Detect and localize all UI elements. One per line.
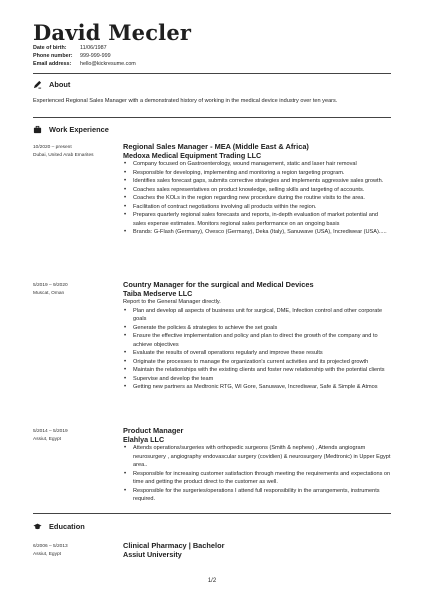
list-item: • Coaches sales representatives on product knowledge, selling skills and targeting of accounts. — [133, 186, 391, 195]
list-item: • Getting new partners as Medtronic RTG, WI Gore, Sanuwave, Incrediwear, Safe & Simple & Atmos — [133, 383, 391, 392]
list-item: • Maintain the relationships with the existing clients and foster new relationship with the potential clients — [133, 366, 391, 375]
job-1-location: Dubai, United Arab Emarites — [33, 153, 94, 158]
list-item: • Plan and develop all aspects of business unit for surgical, DME, Infection control and other corporate goals — [133, 307, 391, 324]
job-1-company: Medoxa Medical Equipment Trading LLC — [123, 150, 262, 160]
list-item: • Evaluate the results of overall operations regularly and improve these results — [133, 349, 391, 358]
education-heading: Education — [49, 522, 85, 531]
list-item: • Facilitation of contract negotiations involving all products within the region. — [133, 203, 391, 212]
birth-date-label: Date of birth: — [33, 45, 67, 51]
job-2-title: Country Manager for the surgical and Medical Devices — [123, 280, 314, 289]
phone-value: 999-999-999 — [80, 53, 111, 59]
job-2-location: Muscat, Oman — [33, 291, 65, 296]
email-row — [33, 61, 136, 67]
education-1-meta — [33, 543, 68, 559]
job-2-company: Taiba Medserve LLC — [123, 288, 193, 298]
list-item: • Prepares quarterly regional sales forecasts and reports, in-depth evaluation of market potential and sales expense estimates. Monitors regional sales performance on an ongoing basis — [133, 211, 391, 228]
job-2-dates: 5/2019 – 9/2020 — [33, 283, 68, 288]
education-1 — [123, 542, 391, 559]
list-item: • Responsible for developing, implementing and monitoring a region targeting program. — [133, 169, 391, 178]
list-item: • Ensure the effective implementation and policy and plan to direct the growth of the company and to achieve objectives — [133, 332, 391, 349]
list-item: • Supervise and develop the team — [133, 375, 391, 384]
about-section-title — [33, 80, 70, 89]
about-heading: About — [49, 80, 71, 89]
education-1-dates: 6/2006 – 5/2013 — [33, 544, 68, 549]
list-item: • Responsible for increasing customer satisfaction through meeting the requirements and expectations on time and getting the product direct to the customer as well. — [133, 470, 391, 487]
education-section-title — [33, 522, 85, 531]
job-3-company: Elahlya LLC — [123, 434, 165, 444]
job-3-meta — [33, 428, 68, 444]
divider — [33, 73, 391, 74]
page-number: 1/2 — [207, 578, 217, 584]
job-3-location: Assiut, Egypt — [33, 437, 61, 442]
phone-row — [33, 53, 111, 59]
list-item: • Identifies sales forecast gaps, submits corrective strategies and implements aggressive sales growth. — [133, 177, 391, 186]
job-1-title: Regional Sales Manager - MEA (Middle East & Africa) — [123, 142, 309, 151]
work-section-title — [33, 125, 109, 134]
pen-icon — [33, 80, 42, 89]
email-value[interactable]: hello@kickresume.com — [80, 61, 136, 67]
job-2-bullets — [123, 307, 391, 392]
job-3-dates: 5/2014 – 5/2019 — [33, 429, 68, 434]
list-item: • Responsible for the surgeries/operations I attend full responsibility in the arrangements, instruments required. — [133, 487, 391, 504]
job-2-intro: Report to the General Manager directly. — [123, 299, 221, 306]
graduation-cap-icon — [33, 522, 42, 531]
list-item: • Originate the processes to manage the organization's current activities and its projected growth — [133, 358, 391, 367]
list-item: • Coaches the KOLs in the region regarding new procedure during the routine visits to the area. — [133, 194, 391, 203]
job-1-dates: 10/2020 – present — [33, 145, 72, 150]
job-3-title: Product Manager — [123, 426, 184, 435]
job-1 — [123, 143, 391, 237]
list-item: • Brands: G-Flash (Germany), Ovesco (Germany), Deka (Italy), Sanuwave (USA), Incrediwear (USA)..... — [133, 228, 391, 237]
work-heading: Work Experience — [49, 125, 109, 134]
birth-date-row — [33, 45, 107, 51]
education-1-location: Assiut, Egypt — [33, 552, 61, 557]
phone-label: Phone number: — [33, 53, 73, 59]
job-2-meta — [33, 282, 68, 298]
education-1-school: Assiut University — [123, 549, 182, 559]
list-item: • Generate the policies & strategies to achieve the set goals — [133, 324, 391, 333]
briefcase-icon — [33, 125, 42, 134]
email-label: Email address: — [33, 61, 72, 67]
list-item: • Attends operations/surgeries with orthopedic surgeons (Smith & nephew) , Attends angiogram neurosurgery , angiography endovascular surgery (covidien) & neurosurgery (Medtronic) in Upper Egypt area.. — [133, 444, 391, 470]
candidate-name: David Mecler — [33, 20, 192, 45]
divider — [33, 513, 391, 514]
job-3-bullets — [123, 444, 391, 504]
divider — [33, 117, 391, 118]
list-item: • Company focused on Gastroenterology, wound management, static and laser hair removal — [133, 160, 391, 169]
job-1-bullets — [123, 160, 391, 237]
birth-date-value: 11/06/1987 — [80, 45, 107, 51]
about-text: Experienced Regional Sales Manager with a demonstrated history of working in the medical device industry over ten years. — [33, 98, 338, 104]
job-2 — [123, 281, 391, 392]
education-1-degree: Clinical Pharmacy | Bachelor — [123, 541, 225, 550]
job-3 — [123, 427, 391, 504]
job-1-meta — [33, 144, 94, 160]
